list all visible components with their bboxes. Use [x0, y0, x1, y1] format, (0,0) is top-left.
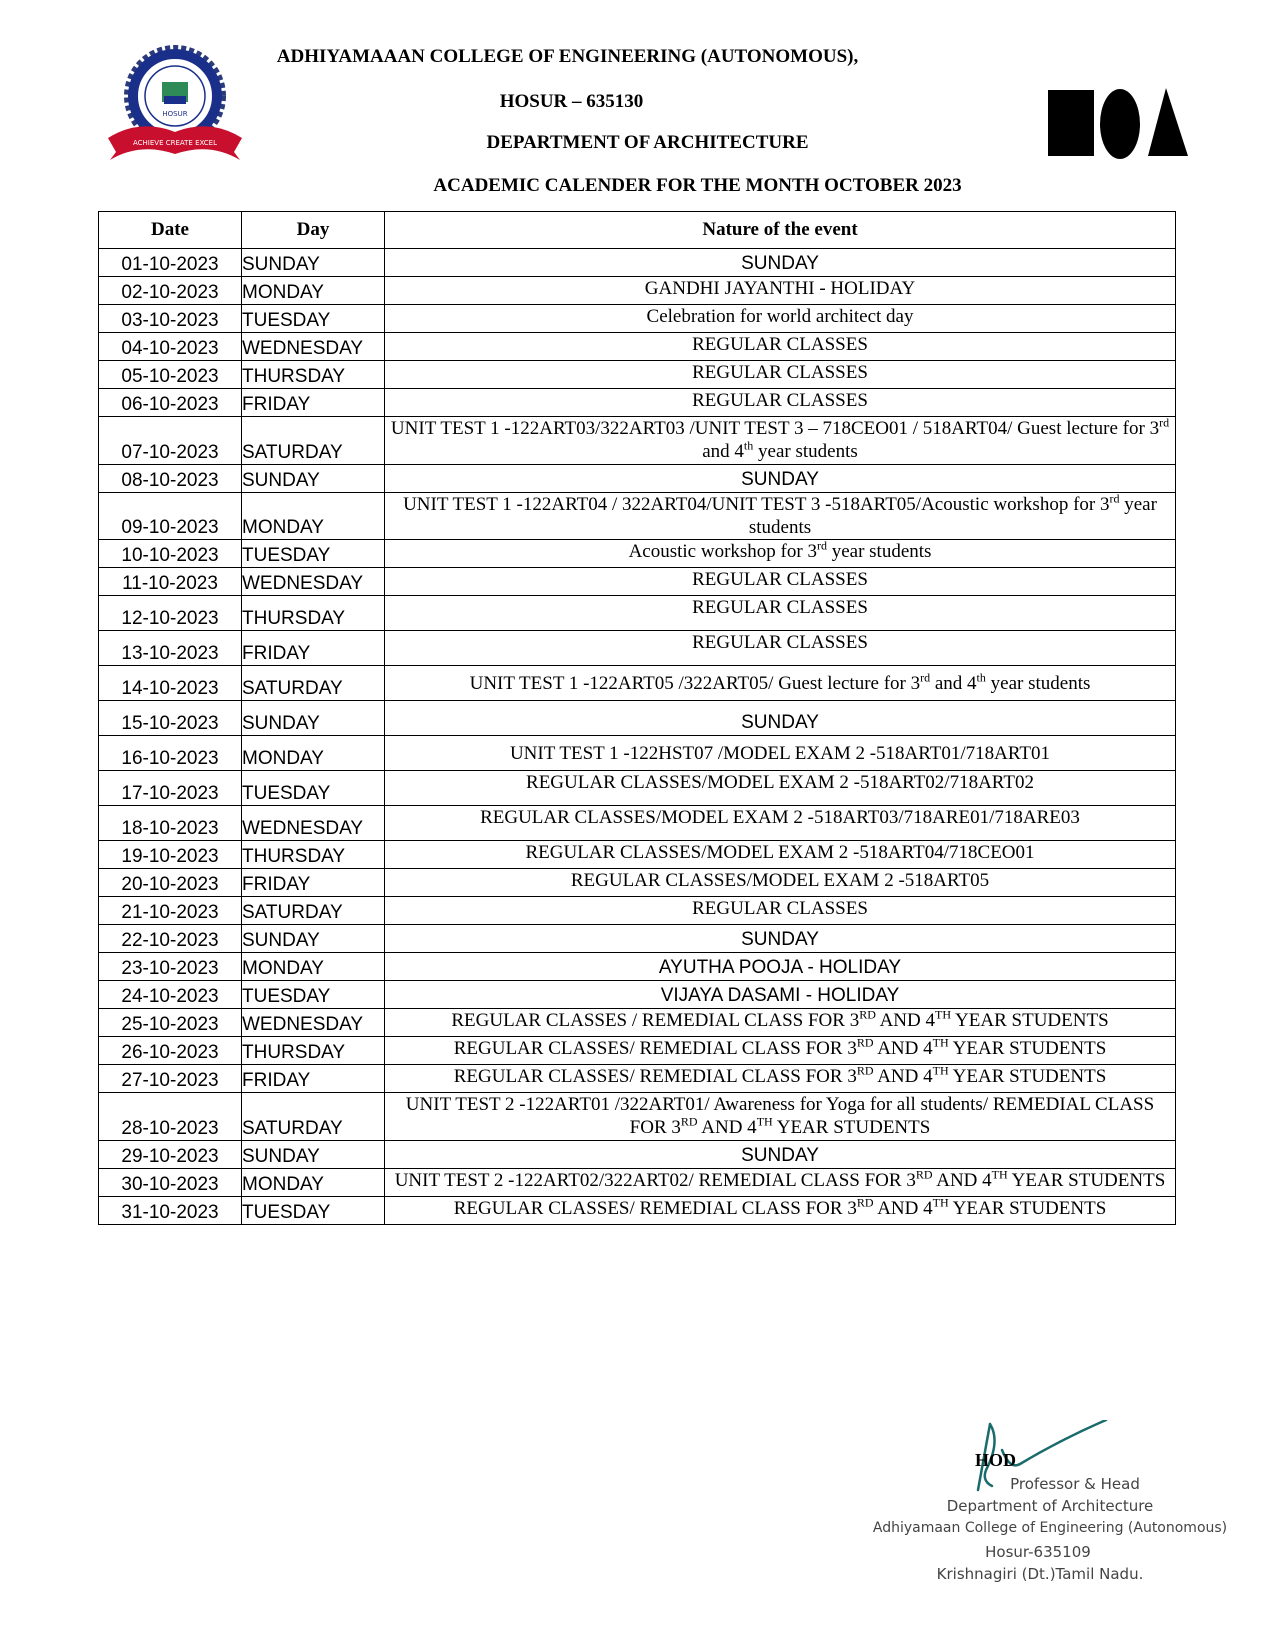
- event-text: REGULAR CLASSES: [692, 569, 868, 590]
- cell-day: TUESDAY: [242, 305, 385, 333]
- event-superscript: rd: [1159, 415, 1170, 430]
- table-row: [99, 305, 1176, 333]
- event-text: REGULAR CLASSES/MODEL EXAM 2 -518ART05: [570, 870, 990, 891]
- cell-day: WEDNESDAY: [242, 568, 385, 596]
- table-row: [99, 981, 1176, 1009]
- event-text: YEAR STUDENTS: [1007, 1170, 1166, 1191]
- cell-day: WEDNESDAY: [242, 806, 385, 841]
- event-superscript: TH: [932, 1063, 949, 1078]
- event-text: UNIT TEST 2 -122ART02/322ART02/ REMEDIAL CLASS FOR 3: [394, 1170, 916, 1191]
- event-text: AYUTHA POOJA - HOLIDAY: [658, 957, 902, 978]
- cell-event: [385, 249, 1176, 277]
- event-text: REGULAR CLASSES/MODEL EXAM 2 -518ART03/718ARE01/718ARE03: [480, 807, 1080, 828]
- cell-date: 05-10-2023: [99, 361, 242, 389]
- cell-day: WEDNESDAY: [242, 1009, 385, 1037]
- cell-date: 01-10-2023: [99, 249, 242, 277]
- table-row: [99, 925, 1176, 953]
- cell-date: 28-10-2023: [99, 1093, 242, 1141]
- event-text: REGULAR CLASSES/ REMEDIAL CLASS FOR 3: [453, 1198, 857, 1219]
- cell-event: [385, 493, 1176, 540]
- cell-day: MONDAY: [242, 953, 385, 981]
- table-row: [99, 361, 1176, 389]
- cell-date: 26-10-2023: [99, 1037, 242, 1065]
- event-text: YEAR STUDENTS: [772, 1117, 931, 1138]
- event-superscript: RD: [856, 1063, 874, 1078]
- table-row: [99, 465, 1176, 493]
- event-text: Celebration for world architect day: [646, 306, 914, 327]
- event-text: year students: [753, 441, 858, 462]
- cell-event: [385, 897, 1176, 925]
- table-row: [99, 806, 1176, 841]
- stamp-line-2: Department of Architecture: [946, 1497, 1154, 1515]
- table-row: [99, 568, 1176, 596]
- table-row: [99, 540, 1176, 568]
- event-text: REGULAR CLASSES/MODEL EXAM 2 -518ART02/718ART02: [526, 772, 1034, 793]
- event-text: REGULAR CLASSES: [692, 334, 868, 355]
- cell-date: 27-10-2023: [99, 1065, 242, 1093]
- cell-event: [385, 417, 1176, 465]
- stamp-line-1: Professor & Head: [1010, 1475, 1140, 1493]
- cell-day: THURSDAY: [242, 596, 385, 631]
- table-row: [99, 1197, 1176, 1225]
- event-superscript: RD: [915, 1167, 933, 1182]
- event-superscript: RD: [856, 1035, 874, 1050]
- cell-event: [385, 701, 1176, 736]
- event-text: SUNDAY: [741, 253, 819, 274]
- cell-date: 20-10-2023: [99, 869, 242, 897]
- cell-event: [385, 465, 1176, 493]
- calendar-table: [98, 211, 1176, 1225]
- cell-date: 19-10-2023: [99, 841, 242, 869]
- event-text: AND 4: [697, 1117, 757, 1138]
- event-text: REGULAR CLASSES: [692, 632, 868, 653]
- cell-day: FRIDAY: [242, 631, 385, 666]
- event-superscript: TH: [991, 1167, 1008, 1182]
- event-text: AND 4: [873, 1038, 933, 1059]
- event-text: SUNDAY: [741, 469, 819, 490]
- event-text: SUNDAY: [741, 712, 819, 733]
- cell-date: 08-10-2023: [99, 465, 242, 493]
- cell-day: MONDAY: [242, 493, 385, 540]
- event-superscript: TH: [935, 1007, 951, 1022]
- cell-day: WEDNESDAY: [242, 333, 385, 361]
- stamp-line-5: Krishnagiri (Dt.)Tamil Nadu.: [936, 1565, 1144, 1583]
- cell-date: 09-10-2023: [99, 493, 242, 540]
- cell-day: SATURDAY: [242, 897, 385, 925]
- event-text: year students: [748, 494, 1157, 538]
- event-superscript: TH: [932, 1035, 949, 1050]
- event-text: REGULAR CLASSES/MODEL EXAM 2 -518ART04/718CEO01: [525, 842, 1035, 863]
- event-superscript: RD: [856, 1195, 874, 1210]
- hod-label: HOD: [975, 1450, 1017, 1470]
- cell-event: [385, 631, 1176, 666]
- event-superscript: RD: [859, 1007, 876, 1022]
- cell-date: 14-10-2023: [99, 666, 242, 701]
- event-text: YEAR STUDENTS: [948, 1038, 1107, 1059]
- svg-text:HOSUR: HOSUR: [162, 110, 188, 118]
- cell-date: 15-10-2023: [99, 701, 242, 736]
- event-text: SUNDAY: [741, 1145, 819, 1166]
- table-row: [99, 389, 1176, 417]
- event-text: REGULAR CLASSES: [692, 898, 868, 919]
- table-header-row: [99, 212, 1176, 249]
- cell-event: [385, 389, 1176, 417]
- cell-event: [385, 806, 1176, 841]
- event-text: REGULAR CLASSES / REMEDIAL CLASS FOR 3: [451, 1010, 860, 1031]
- cell-date: 10-10-2023: [99, 540, 242, 568]
- table-row: [99, 1009, 1176, 1037]
- calendar-title: ACADEMIC CALENDER FOR THE MONTH OCTOBER 2023: [433, 175, 962, 196]
- cell-day: TUESDAY: [242, 981, 385, 1009]
- table-row: [99, 1037, 1176, 1065]
- cell-date: 17-10-2023: [99, 771, 242, 806]
- event-text: YEAR STUDENTS: [948, 1066, 1107, 1087]
- event-text: YEAR STUDENTS: [948, 1198, 1107, 1219]
- cell-event: [385, 540, 1176, 568]
- event-text: AND 4: [873, 1198, 933, 1219]
- event-text: GANDHI JAYANTHI - HOLIDAY: [644, 278, 916, 299]
- event-text: UNIT TEST 1 -122HST07 /MODEL EXAM 2 -518ART01/718ART01: [509, 742, 1051, 764]
- event-text: VIJAYA DASAMI - HOLIDAY: [660, 985, 900, 1006]
- event-superscript: th: [976, 670, 986, 685]
- event-text: REGULAR CLASSES: [692, 390, 868, 411]
- cell-day: FRIDAY: [242, 389, 385, 417]
- cell-day: FRIDAY: [242, 869, 385, 897]
- table-row: [99, 493, 1176, 540]
- cell-date: 11-10-2023: [99, 568, 242, 596]
- table-row: [99, 1093, 1176, 1141]
- cell-event: [385, 925, 1176, 953]
- cell-day: THURSDAY: [242, 841, 385, 869]
- cell-event: [385, 1037, 1176, 1065]
- event-text: REGULAR CLASSES/ REMEDIAL CLASS FOR 3: [453, 1038, 857, 1059]
- cell-day: SUNDAY: [242, 701, 385, 736]
- table-body: [99, 249, 1176, 1225]
- event-text: AND 4: [873, 1066, 933, 1087]
- table-row: [99, 1065, 1176, 1093]
- cell-day: SUNDAY: [242, 465, 385, 493]
- cell-event: [385, 736, 1176, 771]
- event-text: and 4: [702, 441, 744, 462]
- cell-day: MONDAY: [242, 277, 385, 305]
- event-superscript: TH: [932, 1195, 949, 1210]
- cell-event: [385, 841, 1176, 869]
- college-name: ADHIYAMAAAN COLLEGE OF ENGINEERING (AUTONOMOUS),: [276, 46, 859, 67]
- event-text: YEAR STUDENTS: [951, 1010, 1109, 1031]
- cell-event: [385, 596, 1176, 631]
- cell-date: 22-10-2023: [99, 925, 242, 953]
- cell-date: 31-10-2023: [99, 1197, 242, 1225]
- cell-event: [385, 869, 1176, 897]
- cell-day: MONDAY: [242, 736, 385, 771]
- table-row: [99, 771, 1176, 806]
- cell-event: [385, 953, 1176, 981]
- cell-event: [385, 771, 1176, 806]
- cell-day: THURSDAY: [242, 361, 385, 389]
- event-text: REGULAR CLASSES: [692, 597, 868, 618]
- cell-date: 03-10-2023: [99, 305, 242, 333]
- cell-date: 16-10-2023: [99, 736, 242, 771]
- cell-date: 30-10-2023: [99, 1169, 242, 1197]
- event-text: UNIT TEST 1 -122ART05 /322ART05/ Guest lecture for 3: [469, 672, 921, 694]
- college-address: HOSUR – 635130: [499, 91, 644, 112]
- table-row: [99, 277, 1176, 305]
- cell-event: [385, 1197, 1176, 1225]
- cell-event: [385, 361, 1176, 389]
- table-row: [99, 249, 1176, 277]
- cell-event: [385, 1169, 1176, 1197]
- cell-date: 23-10-2023: [99, 953, 242, 981]
- event-superscript: RD: [680, 1114, 698, 1129]
- cell-date: 24-10-2023: [99, 981, 242, 1009]
- cell-event: [385, 333, 1176, 361]
- event-text: UNIT TEST 2 -122ART01 /322ART01/ Awareness for Yoga for all students/ REMEDIAL CLASS FOR 3: [405, 1094, 1155, 1138]
- header-event: Nature of the event: [385, 212, 1176, 249]
- cell-day: TUESDAY: [242, 771, 385, 806]
- table-row: [99, 417, 1176, 465]
- cell-date: 02-10-2023: [99, 277, 242, 305]
- event-text: UNIT TEST 1 -122ART03/322ART03 /UNIT TEST 3 – 718CEO01 / 518ART04/ Guest lecture for 3: [390, 418, 1160, 439]
- cell-event: [385, 568, 1176, 596]
- event-text: SUNDAY: [741, 929, 819, 950]
- event-text: REGULAR CLASSES/ REMEDIAL CLASS FOR 3: [453, 1066, 857, 1087]
- table-row: [99, 596, 1176, 631]
- table-row: [99, 953, 1176, 981]
- event-superscript: rd: [1109, 491, 1120, 506]
- cell-day: THURSDAY: [242, 1037, 385, 1065]
- cell-day: SUNDAY: [242, 925, 385, 953]
- cell-event: [385, 666, 1176, 701]
- svg-text:ACHIEVE CREATE EXCEL: ACHIEVE CREATE EXCEL: [132, 139, 218, 147]
- cell-date: 25-10-2023: [99, 1009, 242, 1037]
- event-text: year students: [985, 672, 1091, 694]
- event-superscript: rd: [816, 538, 827, 553]
- cell-day: SUNDAY: [242, 249, 385, 277]
- event-text: and 4: [930, 672, 977, 694]
- cell-event: [385, 981, 1176, 1009]
- event-text: AND 4: [932, 1170, 992, 1191]
- cell-date: 13-10-2023: [99, 631, 242, 666]
- cell-event: [385, 1141, 1176, 1169]
- table-row: [99, 1141, 1176, 1169]
- cell-day: MONDAY: [242, 1169, 385, 1197]
- cell-event: [385, 1065, 1176, 1093]
- cell-date: 06-10-2023: [99, 389, 242, 417]
- cell-day: SATURDAY: [242, 417, 385, 465]
- event-text: Acoustic workshop for 3: [628, 541, 817, 562]
- stamp-line-3: Adhiyamaan College of Engineering (Autonomous): [872, 1520, 1228, 1536]
- table-row: [99, 631, 1176, 666]
- table-row: [99, 666, 1176, 701]
- event-text: REGULAR CLASSES: [692, 362, 868, 383]
- cell-day: SUNDAY: [242, 1141, 385, 1169]
- cell-event: [385, 305, 1176, 333]
- header-date: Date: [99, 212, 242, 249]
- event-superscript: TH: [756, 1114, 773, 1129]
- cell-day: TUESDAY: [242, 540, 385, 568]
- cell-day: TUESDAY: [242, 1197, 385, 1225]
- table-row: [99, 701, 1176, 736]
- event-text: UNIT TEST 1 -122ART04 / 322ART04/UNIT TEST 3 -518ART05/Acoustic workshop for 3: [403, 494, 1110, 515]
- table-row: [99, 333, 1176, 361]
- header-day: Day: [242, 212, 385, 249]
- department-name: DEPARTMENT OF ARCHITECTURE: [486, 132, 809, 153]
- cell-date: 29-10-2023: [99, 1141, 242, 1169]
- cell-event: [385, 1009, 1176, 1037]
- cell-event: [385, 277, 1176, 305]
- cell-date: 07-10-2023: [99, 417, 242, 465]
- table-row: [99, 869, 1176, 897]
- cell-day: SATURDAY: [242, 666, 385, 701]
- cell-event: [385, 1093, 1176, 1141]
- event-text: year students: [826, 541, 932, 562]
- cell-date: 21-10-2023: [99, 897, 242, 925]
- table-row: [99, 1169, 1176, 1197]
- cell-date: 18-10-2023: [99, 806, 242, 841]
- event-superscript: rd: [920, 670, 931, 685]
- cell-date: 12-10-2023: [99, 596, 242, 631]
- table-row: [99, 736, 1176, 771]
- cell-day: FRIDAY: [242, 1065, 385, 1093]
- table-row: [99, 897, 1176, 925]
- event-text: AND 4: [875, 1010, 935, 1031]
- stamp-line-4: Hosur-635109: [985, 1543, 1091, 1561]
- cell-day: SATURDAY: [242, 1093, 385, 1141]
- event-superscript: th: [743, 438, 754, 453]
- table-row: [99, 841, 1176, 869]
- cell-date: 04-10-2023: [99, 333, 242, 361]
